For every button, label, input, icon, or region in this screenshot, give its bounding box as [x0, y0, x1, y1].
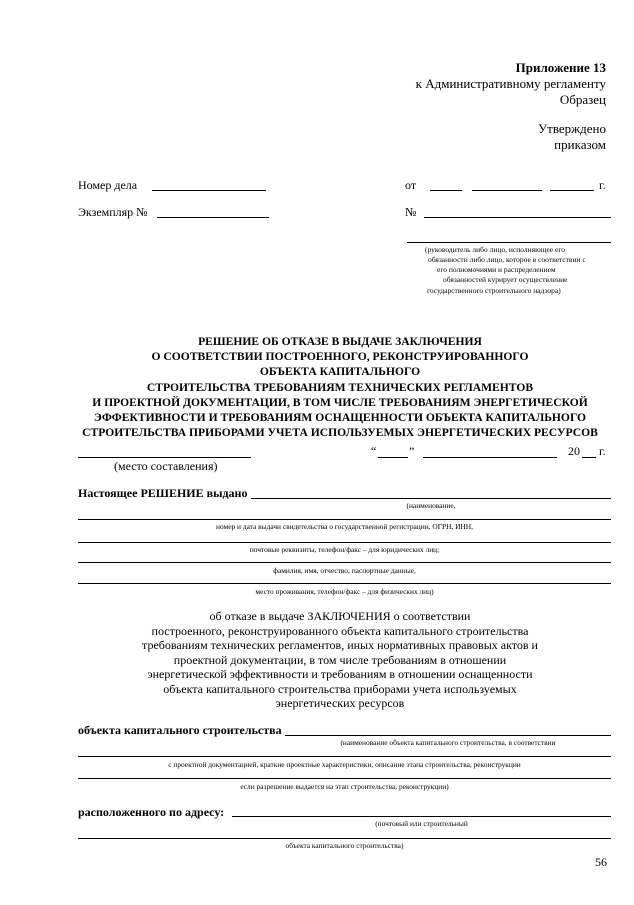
date-day-field[interactable]: [430, 190, 462, 191]
title-line: О СООТВЕТСТВИИ ПОСТРОЕННОГО, РЕКОНСТРУИРОВАННОГО: [151, 350, 529, 364]
place-year-suffix: г.: [599, 444, 606, 458]
refusal-line: построенного, реконструированного объекта капитального строительства: [151, 623, 529, 638]
order-label: приказом: [554, 137, 606, 152]
page-number: 56: [595, 855, 607, 869]
issued-field-5[interactable]: [78, 583, 611, 584]
issued-field-3[interactable]: [78, 542, 611, 543]
object-caption-1: (наименование объекта капитального строительства, в соответствии: [340, 738, 556, 747]
place-year-field[interactable]: [582, 457, 596, 458]
date-month-field[interactable]: [472, 190, 542, 191]
document-title: [60, 334, 620, 440]
refusal-line: энергетических ресурсов: [275, 696, 405, 710]
case-number-field[interactable]: [152, 190, 266, 191]
from-label: от: [405, 178, 417, 192]
title-line: РЕШЕНИЕ ОБ ОТКАЗЕ В ВЫДАЧЕ ЗАКЛЮЧЕНИЯ: [198, 335, 482, 348]
quote-open: “: [371, 444, 377, 458]
approved-label: Утверждено: [537, 121, 606, 136]
issued-field-1[interactable]: [251, 498, 611, 499]
address-field-1[interactable]: [232, 816, 611, 817]
object-caption-3: если разрешение выдается на этап строительства, реконструкции): [240, 782, 449, 791]
place-caption: (место составления): [114, 459, 218, 473]
issued-caption-5: место проживания, телефон/факс – для физических лиц): [255, 587, 434, 596]
issued-caption-3: почтовые реквизиты, телефон/факс – для юридических лиц;: [249, 545, 440, 554]
title-line: И ПРОЕКТНОЙ ДОКУМЕНТАЦИИ, В ТОМ ЧИСЛЕ ТРЕБОВАНИЯМ ЭНЕРГЕТИЧЕСКОЙ: [92, 395, 588, 409]
object-field-1[interactable]: [285, 735, 611, 736]
address-caption-2: объекта капитального строительства): [285, 841, 404, 850]
refusal-text: [120, 609, 560, 711]
signature-note-2: обязанности либо лицо, которое в соответствии с: [428, 255, 586, 264]
object-label: объекта капитального строительства: [78, 723, 282, 737]
object-field-2[interactable]: [78, 756, 611, 757]
number-sign: №: [405, 205, 417, 219]
issued-caption-2: номер и дата выдачи свидетельства о государственной регистрации, ОГРН, ИНН,: [216, 522, 473, 531]
date-year-field[interactable]: [550, 190, 594, 191]
issued-caption-1: (наименование,: [406, 501, 456, 510]
refusal-line: об отказе в выдаче ЗАКЛЮЧЕНИЯ о соответствии: [209, 609, 471, 623]
object-caption-2: с проектной документацией, краткие проектные характеристики, описание этапа строительства, реконструкции: [168, 760, 521, 769]
quote-close: ”: [409, 444, 415, 458]
place-day-field[interactable]: [378, 457, 408, 458]
signature-note-3: его полномочиями и распределением: [437, 265, 556, 274]
title-line: СТРОИТЕЛЬСТВА ПРИБОРАМИ УЧЕТА ИСПОЛЬЗУЕМЫХ ЭНЕРГЕТИЧЕСКИХ РЕСУРСОВ: [82, 426, 598, 440]
title-line: СТРОИТЕЛЬСТВА ТРЕБОВАНИЯМ ТЕХНИЧЕСКИХ РЕГЛАМЕНТОВ: [146, 380, 534, 394]
place-month-field[interactable]: [423, 457, 557, 458]
title-line: ЭФФЕКТИВНОСТИ И ТРЕБОВАНИЯМ ОСНАЩЕННОСТИ ОБЪЕКТА КАПИТАЛЬНОГО: [93, 411, 587, 425]
appendix-label: Приложение 13: [515, 60, 606, 75]
issued-label: Настоящее РЕШЕНИЕ выдано: [78, 486, 248, 500]
copy-number-field[interactable]: [157, 217, 269, 218]
issued-caption-4: фамилия, имя, отчество, паспортные данные,: [273, 566, 416, 575]
refusal-line: энергетической эффективности и требованиям в отношении оснащенности: [147, 667, 533, 681]
number-field[interactable]: [424, 217, 611, 218]
issued-field-2[interactable]: [78, 519, 611, 520]
year-suffix: г.: [599, 178, 606, 192]
title-line: ОБЪЕКТА КАПИТАЛЬНОГО: [259, 365, 421, 379]
address-field-2[interactable]: [78, 838, 611, 839]
regulation-reference: к Административному регламенту: [415, 76, 606, 91]
signature-line[interactable]: [407, 242, 611, 243]
refusal-line: требованиям технических регламентов, иных нормативных правовых актов и: [142, 638, 538, 652]
place-field[interactable]: [78, 457, 251, 458]
object-field-3[interactable]: [78, 778, 611, 779]
signature-note-4: обязанностей курирует осуществление: [443, 275, 568, 284]
refusal-line: объекта капитального строительства приборами учета используемых: [163, 681, 517, 696]
issued-field-4[interactable]: [78, 562, 611, 563]
case-number-label: Номер дела: [78, 178, 138, 192]
address-caption-1: (почтовый или строительный: [375, 819, 468, 828]
signature-note-5: государственного строительного надзора): [427, 286, 561, 295]
signature-note-1: (руководитель либо лицо, исполняющее его: [425, 245, 565, 254]
year-prefix: 20: [568, 444, 580, 458]
address-label: расположенного по адресу:: [78, 805, 225, 819]
refusal-line: проектной документации, в том числе требованиям в отношении: [173, 652, 507, 667]
copy-number-label: Экземпляр №: [78, 205, 148, 219]
sample-label: Образец: [559, 92, 606, 107]
